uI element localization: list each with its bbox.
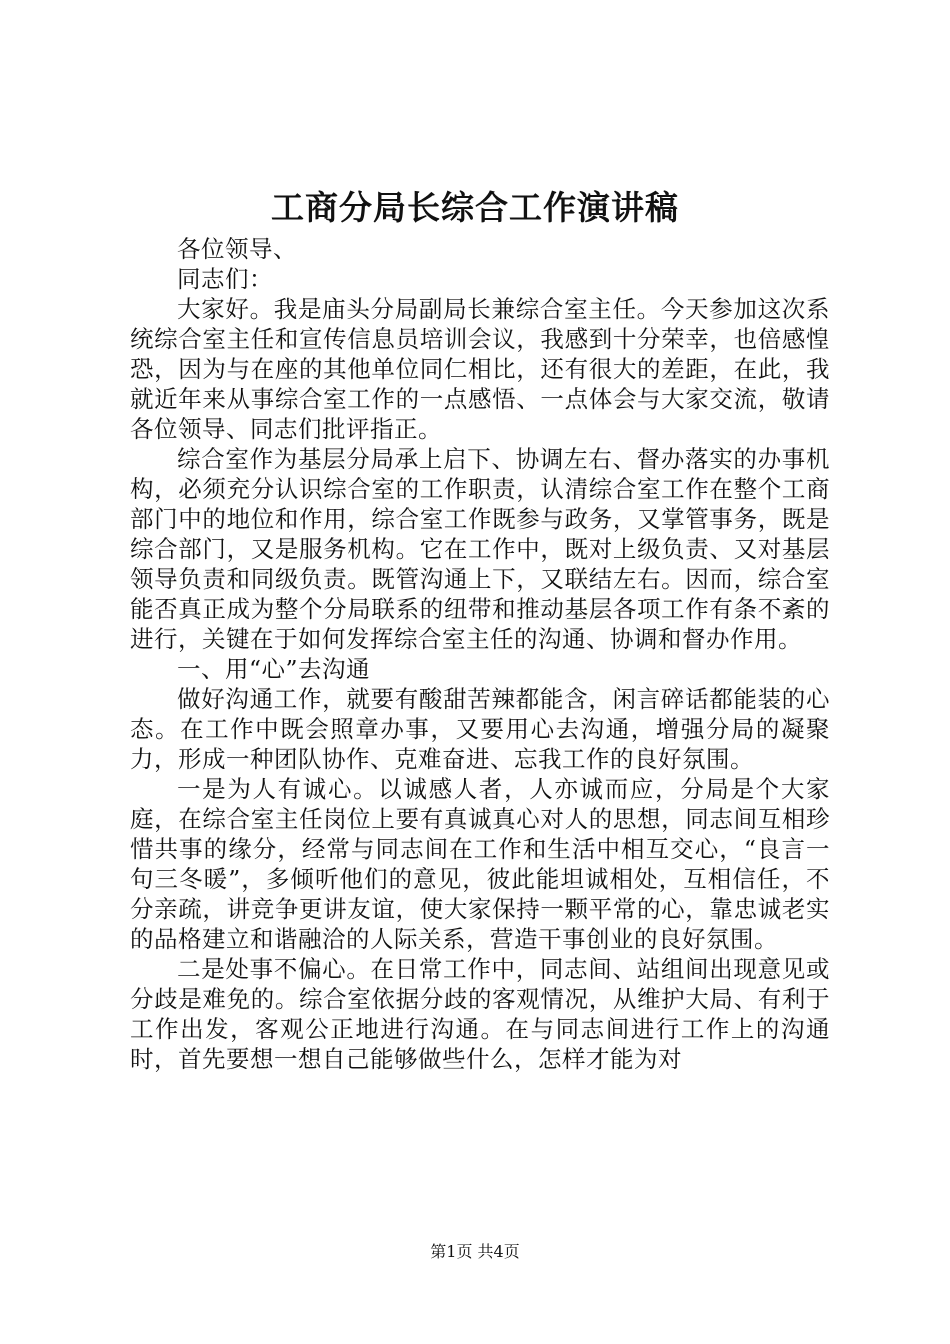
paragraph-impartiality: 二是处事不偏心。在日常工作中，同志间、站组间出现意见或分歧是难免的。综合室依据分歧的客观情况，从维护大局、有利于工作出发，客观公正地进行沟通。在与同志间进行工作上的沟通时，首先要想一想自己能够做些什么，怎样才能为对 (130, 955, 830, 1073)
paragraph-introduction: 大家好。我是庙头分局副局长兼综合室主任。今天参加这次系统综合室主任和宣传信息员培训会议，我感到十分荣幸，也倍感惶恐，因为与在座的其他单位同仁相比，还有很大的差距，在此，我就近年来从事综合室工作的一点感悟、一点体会与大家交流，敬请各位领导、同志们批评指正。 (130, 295, 830, 443)
paragraph-office-role: 综合室作为基层分局承上启下、协调左右、督办落实的办事机构，必须充分认识综合室的工作职责，认清综合室工作在整个工商部门中的地位和作用，综合室工作既参与政务，又掌管事务，既是综合部门，又是服务机构。它在工作中，既对上级负责、又对基层领导负责和同级负责。既管沟通上下，又联结左右。因而，综合室能否真正成为整个分局联系的纽带和推动基层各项工作有条不紊的进行，关键在于如何发挥综合室主任的沟通、协调和督办作用。 (130, 445, 830, 653)
salutation-leaders: 各位领导、 (177, 235, 297, 263)
paragraph-communication: 做好沟通工作，就要有酸甜苦辣都能含，闲言碎话都能装的心态。在工作中既会照章办事，又要用心去沟通，增强分局的凝聚力，形成一种团队协作、克难奋进、忘我工作的良好氛围。 (130, 685, 830, 773)
document-body (130, 234, 830, 1074)
document-title: 工商分局长综合工作演讲稿 (271, 188, 679, 227)
section-heading-1: 一、用“心”去沟通 (177, 655, 371, 683)
salutation-comrades: 同志们： (177, 265, 273, 293)
page-number-footer: 第1页 共4页 (430, 1242, 520, 1261)
paragraph-sincerity: 一是为人有诚心。以诚感人者，人亦诚而应，分局是个大家庭，在综合室主任岗位上要有真诚真心对人的思想，同志间互相珍惜共事的缘分，经常与同志间在工作和生活中相互交心，“良言一句三冬暖”，多倾听他们的意见，彼此能坦诚相处，互相信任，不分亲疏，讲竞争更讲友谊，使大家保持一颗平常的心，靠忠诚老实的品格建立和谐融洽的人际关系，营造干事创业的良好氛围。 (130, 775, 830, 953)
